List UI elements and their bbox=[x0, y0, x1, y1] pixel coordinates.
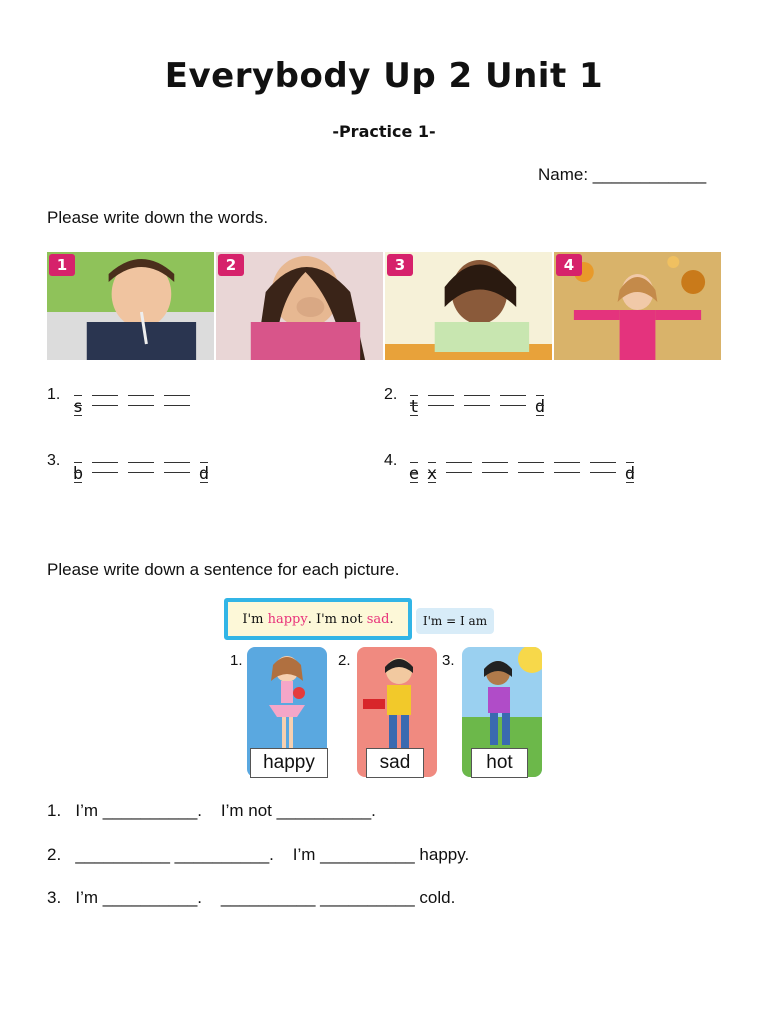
card-label-sad: sad bbox=[366, 748, 424, 778]
photo-badge: 3 bbox=[387, 254, 413, 276]
question-number: 2. bbox=[384, 386, 398, 403]
example-sentence-box bbox=[224, 598, 412, 640]
letter-slot bbox=[588, 460, 618, 484]
letter-slot: d bbox=[534, 393, 546, 417]
card-number: 1. bbox=[230, 652, 243, 669]
letter-slot bbox=[162, 393, 192, 417]
letter-slot: e bbox=[408, 460, 420, 484]
card-label-happy: happy bbox=[250, 748, 328, 778]
card-label-hot: hot bbox=[471, 748, 528, 778]
letter-slot: x bbox=[426, 460, 438, 484]
word-blanks-4 bbox=[408, 460, 636, 484]
photo-tired-girl bbox=[216, 252, 383, 360]
letter-slot: s bbox=[72, 393, 84, 417]
sentence-line-3: 3. I’m __________. __________ __________ cold. bbox=[47, 888, 456, 907]
letter-slot bbox=[126, 393, 156, 417]
example-word-happy: happy bbox=[267, 611, 308, 627]
letter-slot bbox=[444, 460, 474, 484]
card-number: 2. bbox=[338, 652, 351, 669]
photo-sick-boy bbox=[47, 252, 214, 360]
photo-badge: 2 bbox=[218, 254, 244, 276]
letter-slot bbox=[498, 393, 528, 417]
word-blanks-2 bbox=[408, 393, 546, 417]
letter-slot bbox=[426, 393, 456, 417]
letter-slot: t bbox=[408, 393, 420, 417]
example-word-sad: sad bbox=[366, 611, 390, 627]
letter-slot bbox=[126, 460, 156, 484]
worksheet-title: Everybody Up 2 Unit 1 bbox=[164, 56, 604, 96]
sentence-line-2: 2. __________ __________. I’m __________ happy. bbox=[47, 845, 470, 864]
question-number: 4. bbox=[384, 452, 398, 469]
word-blanks-3 bbox=[72, 460, 210, 484]
instruction-sentences: Please write down a sentence for each picture. bbox=[47, 560, 400, 579]
photo-strip bbox=[47, 252, 721, 360]
letter-slot: b bbox=[72, 460, 84, 484]
letter-slot bbox=[162, 460, 192, 484]
abbreviation-note: I'm = I am bbox=[416, 608, 494, 634]
card-number: 3. bbox=[442, 652, 455, 669]
letter-slot bbox=[90, 460, 120, 484]
name-field: Name: ____________ bbox=[538, 165, 707, 184]
letter-slot bbox=[480, 460, 510, 484]
letter-slot bbox=[462, 393, 492, 417]
letter-slot bbox=[516, 460, 546, 484]
example-part: I'm bbox=[242, 611, 268, 627]
example-part: . I'm not bbox=[307, 611, 367, 627]
photo-bored-girl bbox=[385, 252, 552, 360]
worksheet-subtitle: -Practice 1- bbox=[332, 122, 436, 141]
letter-slot: d bbox=[198, 460, 210, 484]
letter-slot bbox=[90, 393, 120, 417]
photo-badge: 4 bbox=[556, 254, 582, 276]
word-blanks-1 bbox=[72, 393, 192, 417]
example-part: . bbox=[389, 611, 394, 627]
question-number: 1. bbox=[47, 386, 61, 403]
question-number: 3. bbox=[47, 452, 61, 469]
letter-slot: d bbox=[624, 460, 636, 484]
photo-excited-girl bbox=[554, 252, 721, 360]
photo-badge: 1 bbox=[49, 254, 75, 276]
letter-slot bbox=[552, 460, 582, 484]
sentence-line-1: 1. I’m __________. I’m not __________. bbox=[47, 801, 376, 820]
instruction-words: Please write down the words. bbox=[47, 208, 269, 227]
